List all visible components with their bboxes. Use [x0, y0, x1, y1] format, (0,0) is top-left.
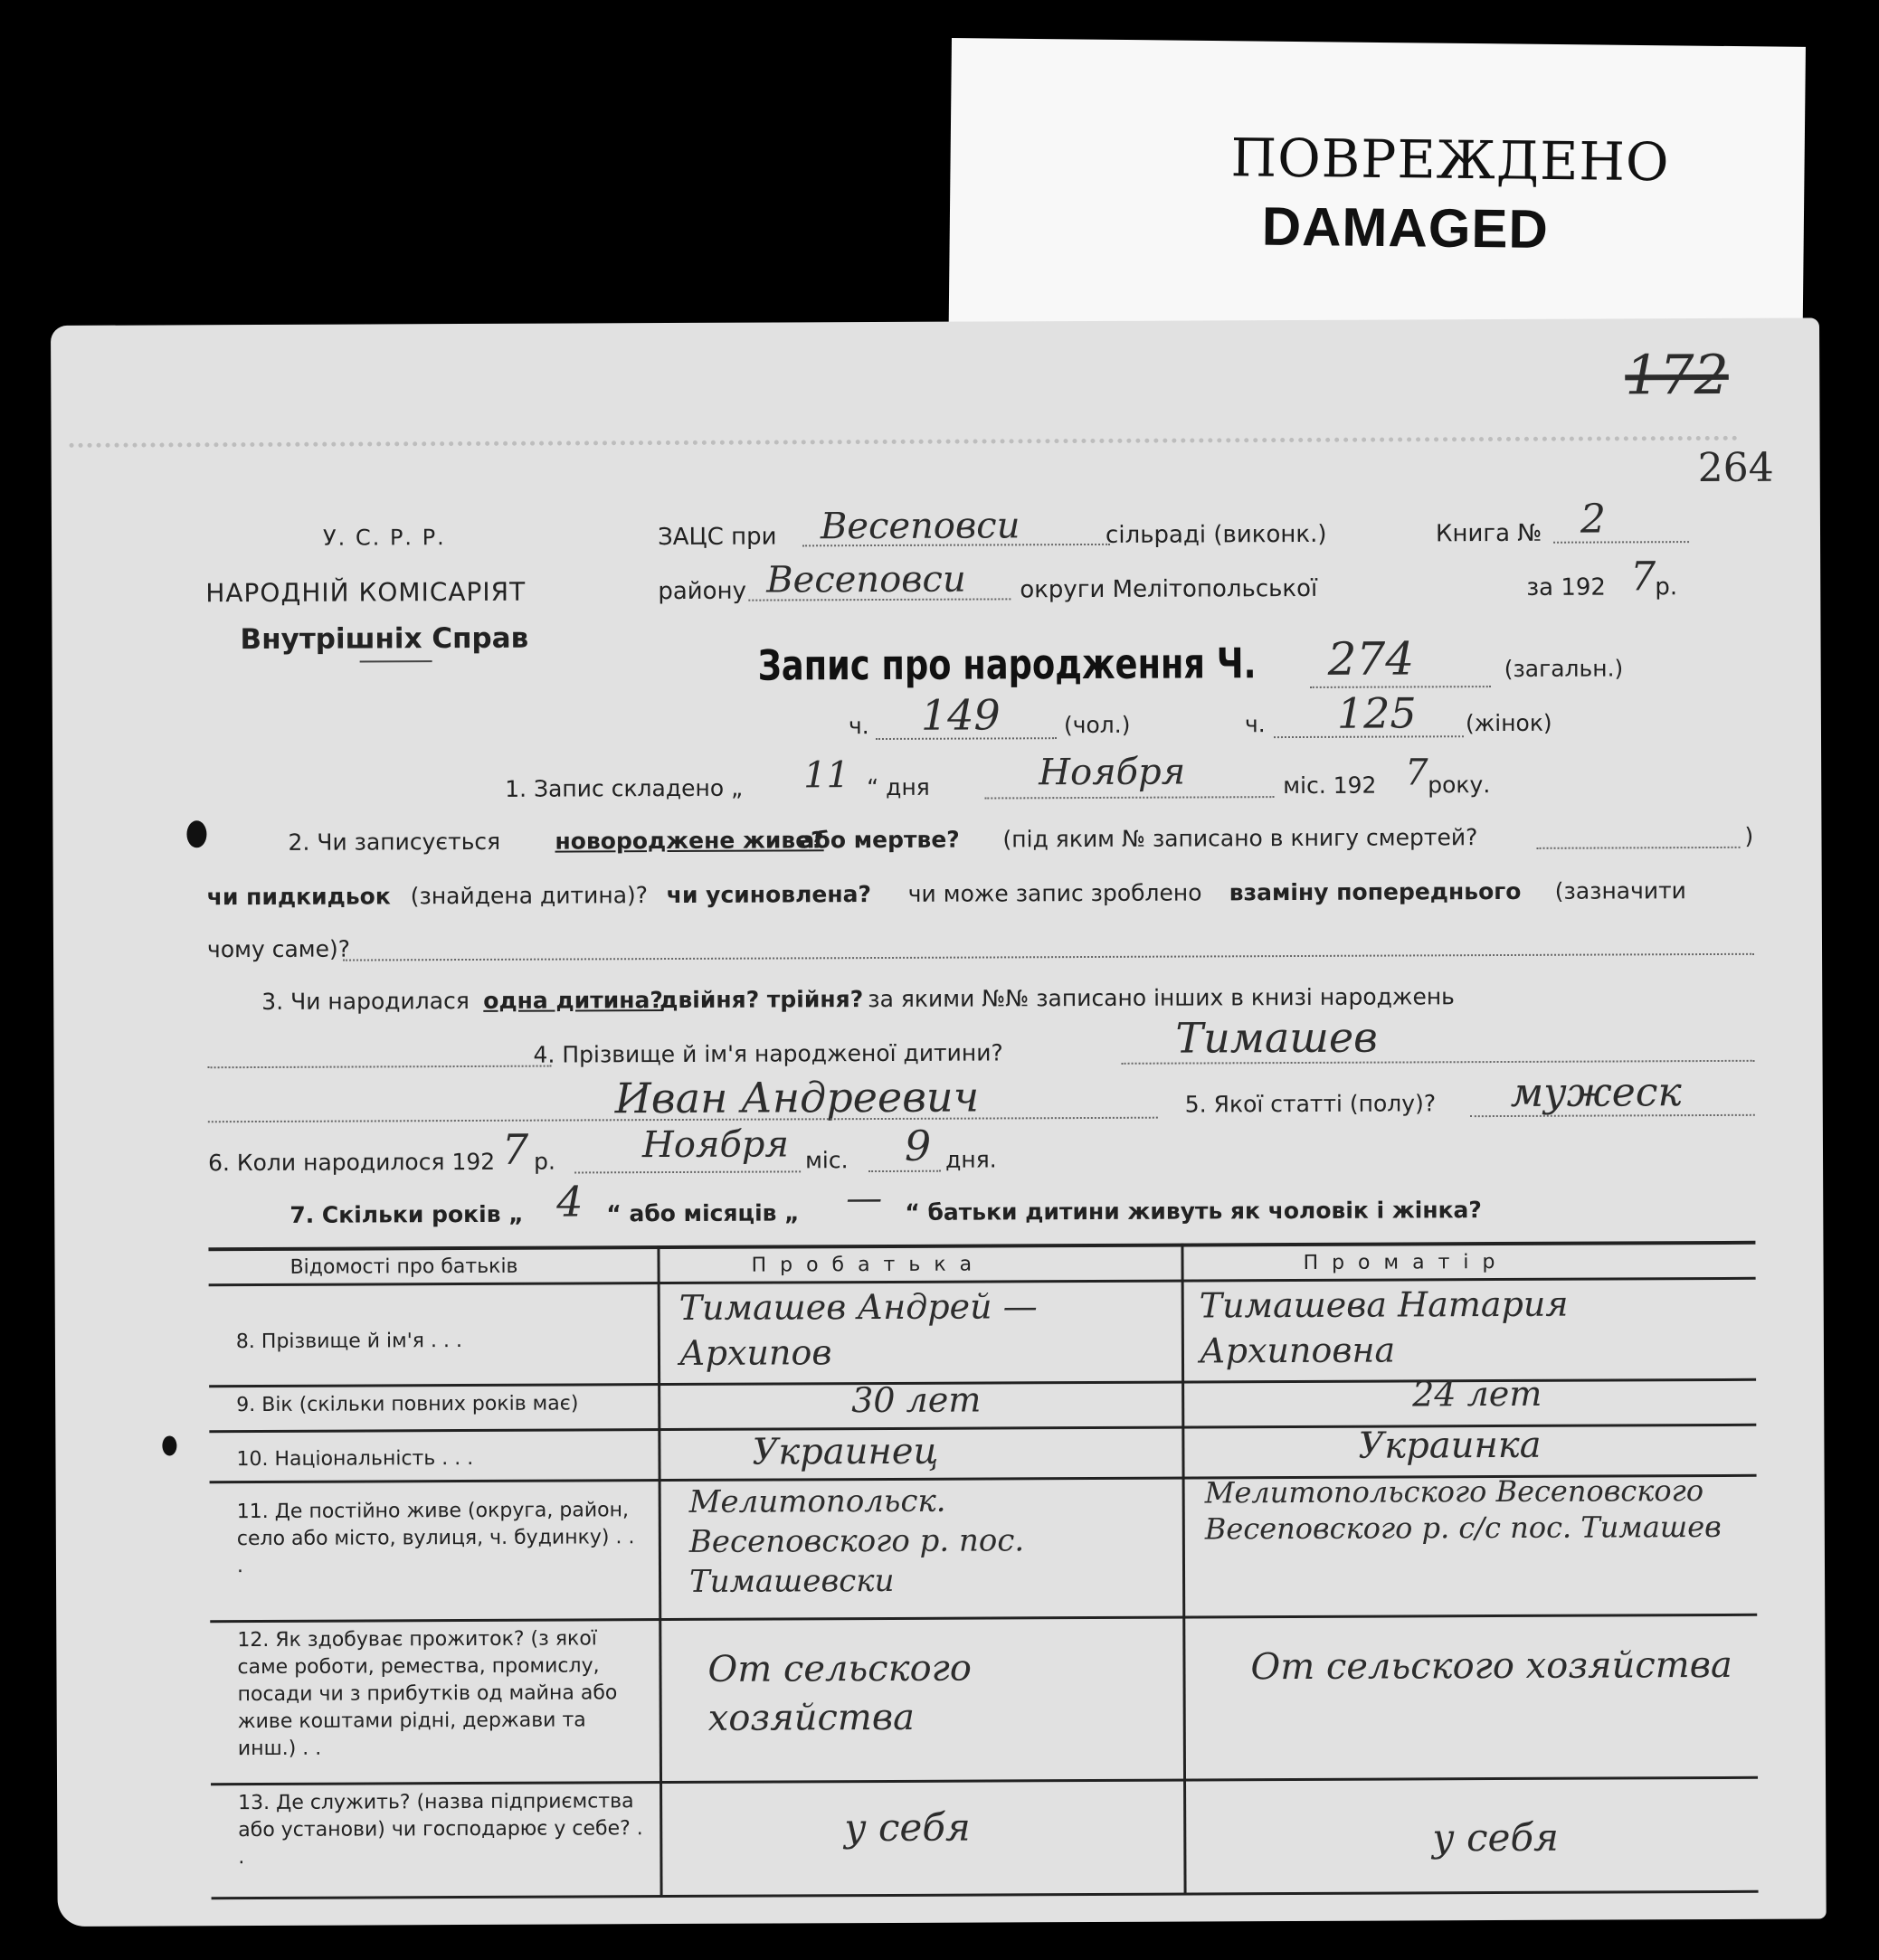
col-header-father: П р о б а т ь к а: [751, 1253, 976, 1277]
year-suffix: р.: [1655, 573, 1678, 601]
row12-mother: От сельского хозяйства: [1250, 1643, 1732, 1689]
f3-a: 3. Чи народилася: [261, 987, 470, 1015]
year-prefix: за 192: [1526, 573, 1607, 601]
f7-c: “ батьки дитини живуть як чоловік і жінка?: [905, 1197, 1482, 1226]
damage-hole: [186, 820, 206, 847]
female-number: 125: [1336, 688, 1417, 738]
f5-line: [1470, 1114, 1755, 1117]
f1-suffix-a: міс. 192: [1283, 772, 1377, 800]
f7-months: —: [846, 1177, 883, 1220]
row13-mother: у себя: [1432, 1814, 1559, 1861]
district-prefix: району: [658, 577, 746, 606]
ministry-underline: [360, 660, 432, 662]
okrug-label: округи Мелітопольської: [1020, 574, 1318, 604]
f1-month-line: [984, 796, 1274, 799]
f6-day-line: [868, 1170, 941, 1172]
row12-border: [211, 1776, 1758, 1785]
f2b-f: (зазначити: [1554, 877, 1686, 904]
f5-value: мужеск: [1510, 1069, 1682, 1116]
record-number: 274: [1327, 632, 1415, 686]
row9-mother: 24 лет: [1412, 1373, 1542, 1415]
zags-suffix: сільраді (виконк.): [1105, 520, 1327, 549]
male-label: (чол.): [1063, 711, 1131, 739]
archive-number-old: 172: [1625, 343, 1729, 408]
row11-father: Мелитопольск. Весеповского р. пос. Тимашевски: [688, 1482, 1025, 1600]
table-top-border: [208, 1241, 1755, 1251]
damage-hole: [162, 1435, 176, 1455]
col-header-mother: П р о м а т і р: [1303, 1251, 1499, 1274]
row10-father: Украинец: [752, 1430, 939, 1473]
row13-father: у себя: [844, 1804, 971, 1851]
district-value: Весеповси: [766, 558, 966, 601]
record-title: Запис про народження Ч.: [757, 639, 1257, 690]
row8-label: 8. Прізвище й ім'я . . .: [235, 1330, 463, 1354]
row10-label: 10. Національність . . .: [236, 1446, 474, 1472]
row13-label: 13. Де служить? (назва підприємства або установи) чи господарює у себе? . .: [238, 1790, 643, 1870]
row10-mother: Украинка: [1358, 1424, 1542, 1467]
row11-mother: Мелитопольского Весеповского Весеповского р. с/с пос. Тимашев: [1204, 1473, 1722, 1547]
row12-label: 12. Як здобуває прожиток? (з якої саме роботи, ремества, промислу, посади чи з прибутків од майна або живе коштами рідні, держави та инш.) . .: [237, 1627, 618, 1761]
f3-d: за якими №№ записано інших в книзі народжень: [868, 983, 1455, 1013]
f1-mid: “ дня: [867, 773, 930, 801]
year-digit: 7: [1630, 554, 1656, 601]
f2-d: (під яким № записано в книгу смертей?: [1002, 824, 1478, 853]
f6-month: Ноября: [641, 1123, 790, 1167]
f6-a: 6. Коли народилося 192: [207, 1148, 496, 1177]
f2-a: 2. Чи записується: [288, 828, 501, 856]
total-label: (загальн.): [1504, 655, 1624, 682]
f7-b: “ або місяців „: [606, 1199, 800, 1227]
table-col-divider-1: [657, 1245, 662, 1897]
female-label: (жінок): [1465, 709, 1552, 737]
f2b-a: чи пидкидьок: [206, 883, 391, 911]
f6-month-line: [574, 1170, 801, 1173]
male-ch: ч.: [848, 713, 869, 740]
f5-label: 5. Якої статті (полу)?: [1184, 1090, 1437, 1118]
row8-mother: Тимашева Натария Архиповна: [1199, 1283, 1569, 1371]
f2-end: ): [1744, 822, 1754, 849]
f3-b: одна дитина?: [483, 987, 663, 1014]
birth-record-paper: [51, 317, 1827, 1927]
archive-number-new: 264: [1697, 444, 1774, 492]
header-ministry: Внутрішніх Справ: [240, 621, 529, 657]
table-bottom-border: [212, 1890, 1759, 1899]
f6-c: міс.: [804, 1147, 849, 1174]
f1-year: 7: [1405, 752, 1428, 794]
f1-month: Ноября: [1039, 751, 1186, 794]
district-line: [748, 598, 1011, 601]
male-number: 149: [920, 690, 1001, 740]
f7-years: 4: [556, 1177, 584, 1226]
row9-label: 9. Вік (скільки повних років має): [236, 1392, 579, 1417]
row11-label: 11. Де постійно живе (округа, район, село або місто, вулиця, ч. будинку) . . .: [236, 1499, 635, 1578]
f6-d: дня.: [944, 1146, 997, 1173]
f2b-c: чи усиновлена?: [666, 881, 872, 909]
f1-suffix-b: року.: [1428, 772, 1491, 799]
col-header-info: Відомості про батьків: [289, 1255, 518, 1279]
zags-prefix: ЗАЦС при: [657, 523, 777, 552]
f2b-e: взаміну попереднього: [1229, 877, 1522, 906]
f3-line: [208, 1065, 552, 1069]
f6-year: 7: [501, 1124, 529, 1174]
f1-day: 11: [803, 754, 850, 797]
perforation-line: [70, 436, 1739, 448]
zags-value: Весеповси: [820, 505, 1020, 548]
f2c: чому саме)?: [206, 935, 351, 963]
f2b-b: (знайдена дитина)?: [410, 882, 649, 910]
book-value: 2: [1580, 496, 1607, 543]
f6-day: 9: [904, 1121, 932, 1170]
f4-label: 4. Прізвище й ім'я народженої дитини?: [533, 1039, 1003, 1068]
row11-border: [210, 1614, 1757, 1623]
damaged-label-ru: ПОВРЕЖДЕНО: [1230, 127, 1670, 194]
header-commissariat: НАРОДНІЙ КОМІСАРІЯТ: [205, 576, 527, 609]
f3-c: двійня? трійня?: [660, 986, 864, 1014]
table-col-divider-2: [1181, 1244, 1186, 1895]
male-line: [876, 737, 1057, 740]
book-line: [1553, 541, 1689, 544]
f2-b: новороджене живе?: [555, 827, 824, 855]
female-line: [1274, 735, 1464, 738]
header-republic: У. С. Р. Р.: [322, 525, 446, 551]
f1-prefix: 1. Запис складено „: [505, 774, 744, 802]
f4-surname: Тимашев: [1175, 1012, 1379, 1063]
book-label: Книга №: [1435, 519, 1542, 548]
row8-father: Тимашев Андрей — Архипов: [679, 1286, 1038, 1373]
row12-father: От сельского хозяйства: [707, 1647, 973, 1739]
f2b-d: чи може запис зроблено: [907, 879, 1202, 907]
row9-father: 30 лет: [851, 1379, 982, 1421]
f2c-line: [343, 953, 1754, 961]
female-ch: ч.: [1244, 711, 1266, 738]
f7-a: 7. Скільки років „: [289, 1200, 524, 1228]
f2-c: або мертве?: [799, 826, 960, 854]
damaged-label-en: DAMAGED: [1261, 195, 1550, 260]
f4-name: Иван Андреевич: [614, 1072, 980, 1123]
f6-b: р.: [533, 1148, 555, 1175]
f2-line: [1537, 847, 1741, 849]
